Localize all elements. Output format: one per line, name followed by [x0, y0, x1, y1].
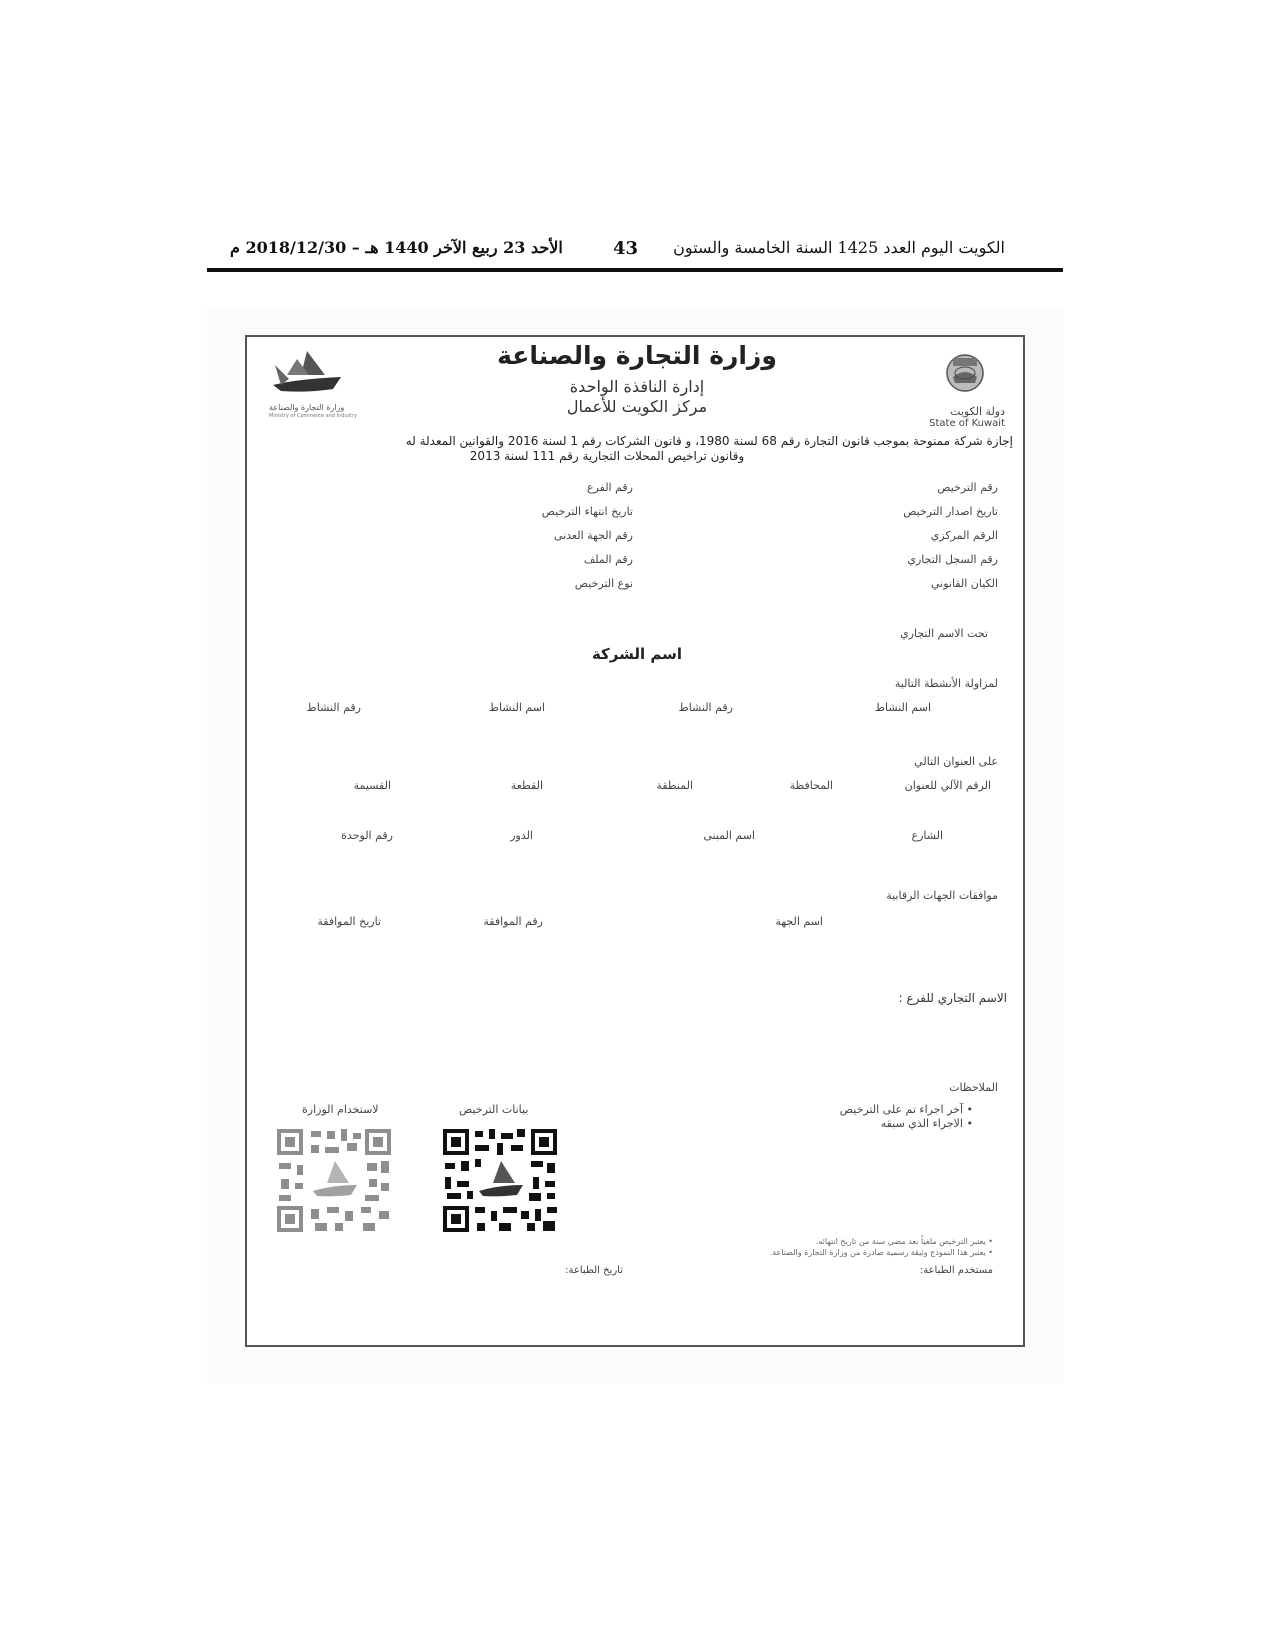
activity-number-col-2: رقم النشاط — [306, 701, 361, 714]
address-unit-number: رقم الوحدة — [341, 829, 393, 842]
approval-number: رقم الموافقة — [483, 915, 543, 928]
field-central-number: الرقم المركزي — [930, 529, 998, 542]
activities-heading: لمزاولة الأنشطة التالية — [894, 677, 998, 690]
field-legal-entity: الكيان القانوني — [930, 577, 998, 590]
gazette-date: الأحد 23 ربيع الآخر 1440 هـ – 2018/12/30 م — [230, 238, 563, 257]
address-area: المنطقة — [656, 779, 693, 792]
law-text-line1: إجازة شركة ممنوحة بموجب قانون التجارة رقم 68 لسنة 1980، و قانون الشركات رقم 1 لسنة 2016 والقوانين المعدلة له — [405, 434, 1013, 448]
ministry-qr-code-icon — [275, 1127, 393, 1234]
gazette-page-number: 43 — [613, 238, 639, 259]
approval-authority-name: اسم الجهة — [775, 915, 823, 928]
approval-date: تاريخ الموافقة — [317, 915, 381, 928]
gazette-issue-info: الكويت اليوم العدد 1425 السنة الخامسة والستون — [673, 238, 1005, 257]
notes-item-1: • آخر اجراء تم على الترخيص — [839, 1103, 973, 1116]
license-qr-code-icon — [441, 1127, 559, 1234]
branch-trade-name-label: الاسم التجاري للفرع : — [898, 991, 1007, 1005]
address-floor: الدور — [510, 829, 533, 842]
field-expiry-date: تاريخ انتهاء الترخيص — [541, 505, 633, 518]
license-form — [245, 335, 1025, 1347]
field-license-type: نوع الترخيص — [574, 577, 633, 590]
address-block: القطعة — [510, 779, 543, 792]
qr-ministry-label: لاستخدام الوزارة — [302, 1103, 379, 1116]
ministry-dhow-logo-icon — [267, 345, 347, 397]
field-file-number: رقم الملف — [583, 553, 633, 566]
notes-item-2: • الاجراء الذي سبقه — [880, 1117, 973, 1130]
notes-heading: الملاحظات — [949, 1081, 998, 1094]
print-date-label: تاريخ الطباعة: — [565, 1265, 623, 1276]
qr-license-label: بيانات الترخيص — [459, 1103, 529, 1116]
activity-name-col-2: اسم النشاط — [488, 701, 545, 714]
field-branch-number: رقم الفرع — [587, 481, 633, 494]
disclaimer-1-text: يعتبر الترخيص ملغياً بعد مضي سنة من تاريخ انتهائه. — [815, 1237, 986, 1246]
state-name-ar: دولة الكويت — [950, 405, 1005, 418]
address-heading: على العنوان التالي — [914, 755, 998, 768]
activity-number-col-1: رقم النشاط — [678, 701, 733, 714]
department-title: إدارة النافذة الواحدة — [569, 377, 705, 396]
address-building-name: اسم المبنى — [703, 829, 755, 842]
approvals-heading: موافقات الجهات الرقابية — [886, 889, 998, 902]
address-street: الشارع — [911, 829, 943, 842]
field-commercial-register: رقم السجل التجاري — [907, 553, 998, 566]
notes-item-2-text: الاجراء الذي سبقه — [880, 1117, 963, 1130]
print-user-label: مستخدم الطباعة: — [919, 1265, 993, 1276]
disclaimer-1: • يعتبر الترخيص ملغياً بعد مضي سنة من تاريخ انتهائه. — [815, 1237, 993, 1246]
address-auto-number: الرقم الآلي للعنوان — [904, 779, 991, 792]
field-authority-number: رقم الجهة العدنى — [553, 529, 633, 542]
kuwait-emblem-icon — [935, 353, 995, 393]
field-issue-date: تاريخ اصدار الترخيص — [903, 505, 998, 518]
activity-name-col-1: اسم النشاط — [874, 701, 931, 714]
ministry-logo-ar: وزارة التجارة والصناعة — [269, 403, 345, 412]
ministry-title: وزارة التجارة والصناعة — [497, 341, 777, 370]
company-name: اسم الشركة — [591, 645, 683, 663]
field-license-number: رقم الترخيص — [937, 481, 998, 494]
header-rule — [207, 268, 1063, 272]
ministry-logo-en: Ministry of Commerce and Industry — [269, 413, 358, 419]
address-plot: القسيمة — [353, 779, 391, 792]
notes-item-1-text: آخر اجراء تم على الترخيص — [839, 1103, 963, 1116]
disclaimer-2-text: يعتبر هذا النموذج وثيقة رسمية صادرة من وزارة التجارة والصناعة. — [769, 1248, 986, 1257]
trade-name-label: تحت الاسم التجاري — [900, 627, 988, 640]
state-name-en: State of Kuwait — [929, 418, 1005, 429]
disclaimer-2: • يعتبر هذا النموذج وثيقة رسمية صادرة من وزارة التجارة والصناعة. — [769, 1248, 993, 1257]
center-title: مركز الكويت للأعمال — [566, 397, 708, 416]
law-text-line2: وقانون تراخيص المحلات التجارية رقم 111 لسنة 2013 — [469, 449, 745, 463]
address-governorate: المحافظة — [789, 779, 833, 792]
